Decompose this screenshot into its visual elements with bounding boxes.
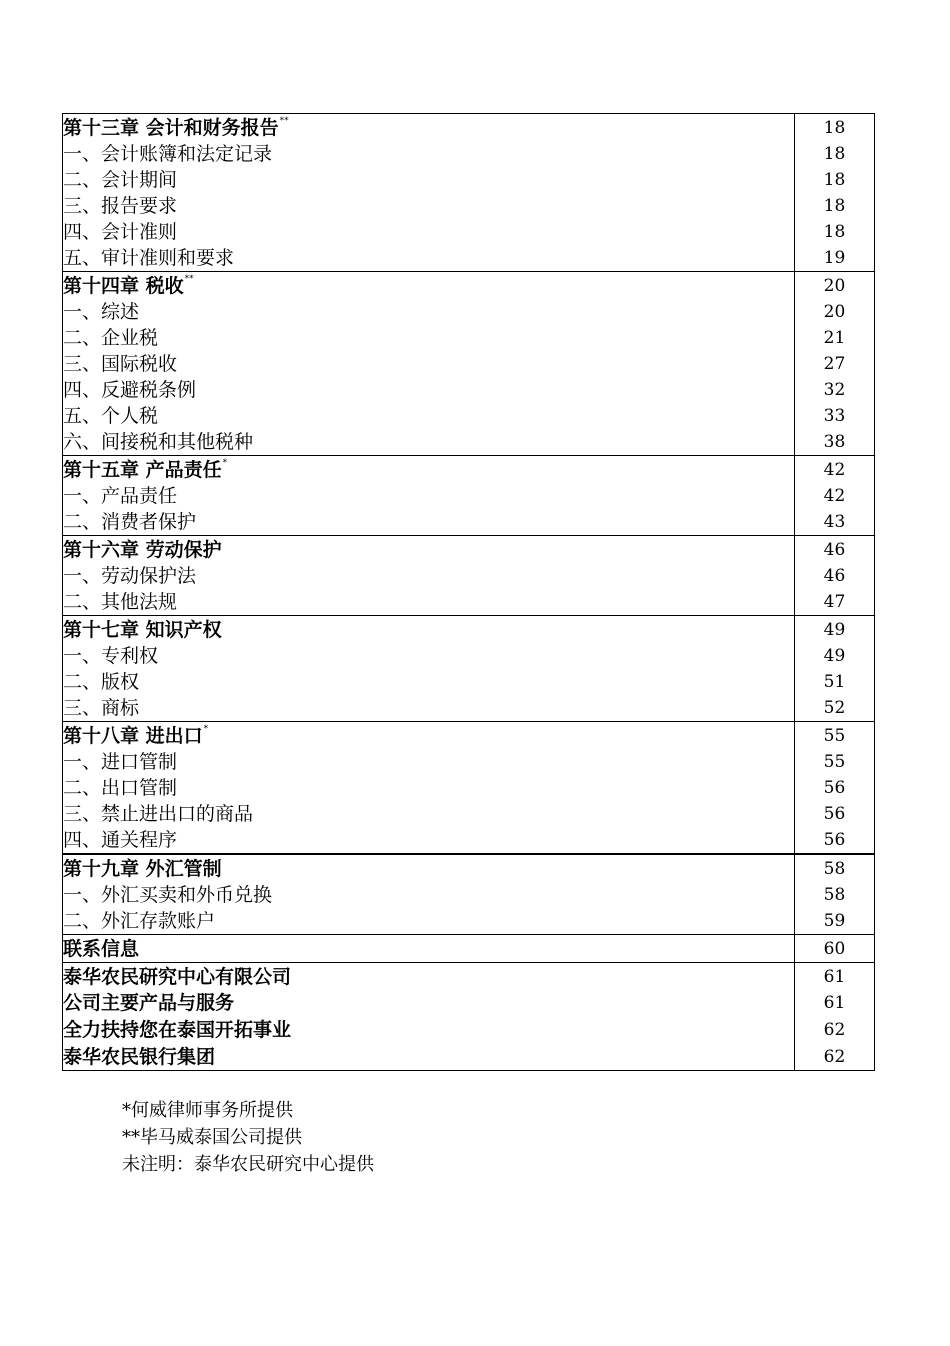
toc-group-ch17	[63, 616, 875, 722]
toc-chapter-row[interactable]	[63, 272, 875, 300]
section-title: 三、报告要求	[63, 193, 795, 219]
toc-group-ch18	[63, 722, 875, 855]
toc-group-ch15	[63, 456, 875, 536]
page-number: 61	[795, 990, 875, 1016]
toc-section-row[interactable]	[63, 589, 875, 616]
page-number: 58	[795, 882, 875, 908]
page-number: 18	[795, 219, 875, 245]
toc-group-company	[63, 963, 875, 1071]
toc-section-row[interactable]	[63, 990, 875, 1016]
toc-section-row[interactable]	[63, 141, 875, 167]
page-number: 20	[795, 299, 875, 325]
toc-group-ch19	[63, 854, 875, 935]
source-mark: **	[279, 115, 289, 126]
toc-section-row[interactable]	[63, 351, 875, 377]
page-number: 18	[795, 167, 875, 193]
toc-group-ch16	[63, 536, 875, 616]
page-number: 56	[795, 827, 875, 854]
page-number: 18	[795, 114, 875, 142]
toc-section-row[interactable]	[63, 695, 875, 722]
page-number: 20	[795, 272, 875, 300]
toc-section-row[interactable]	[63, 563, 875, 589]
toc-group-ch13	[63, 114, 875, 272]
section-title: 四、会计准则	[63, 219, 795, 245]
section-title: 三、商标	[63, 695, 795, 722]
chapter-title: 泰华农民银行集团	[63, 1045, 216, 1068]
page-number: 56	[795, 775, 875, 801]
toc-section-row[interactable]	[63, 325, 875, 351]
toc-group-ch14	[63, 272, 875, 456]
section-title: 一、外汇买卖和外币兑换	[63, 882, 795, 908]
section-title: 四、通关程序	[63, 827, 795, 854]
toc-chapter-row[interactable]	[63, 935, 875, 963]
page-number: 27	[795, 351, 875, 377]
chapter-title: 第十八章 进出口	[63, 724, 203, 747]
toc-section-row[interactable]	[63, 882, 875, 908]
toc-section-row[interactable]	[63, 483, 875, 509]
toc-section-row[interactable]	[63, 908, 875, 935]
source-mark: *	[203, 723, 209, 734]
toc-chapter-row[interactable]	[63, 963, 875, 991]
toc-section-row[interactable]	[63, 403, 875, 429]
page-number: 58	[795, 854, 875, 882]
source-notes	[122, 1097, 374, 1178]
toc-section-row[interactable]	[63, 509, 875, 536]
section-title: 二、会计期间	[63, 167, 795, 193]
source-mark: *	[222, 457, 228, 468]
section-title: 一、专利权	[63, 643, 795, 669]
toc-section-row[interactable]	[63, 167, 875, 193]
section-title: 三、禁止进出口的商品	[63, 801, 795, 827]
toc-section-row[interactable]	[63, 299, 875, 325]
page-number: 55	[795, 722, 875, 750]
toc-chapter-row[interactable]	[63, 854, 875, 882]
toc-section-row[interactable]	[63, 219, 875, 245]
page-number: 33	[795, 403, 875, 429]
page-number: 56	[795, 801, 875, 827]
page-number: 61	[795, 963, 875, 991]
chapter-title: 第十六章 劳动保护	[63, 538, 222, 561]
page-number: 19	[795, 245, 875, 272]
toc-section-row[interactable]	[63, 245, 875, 272]
toc-section-row[interactable]	[63, 429, 875, 456]
section-title: 二、企业税	[63, 325, 795, 351]
page-number: 18	[795, 193, 875, 219]
section-title: 二、出口管制	[63, 775, 795, 801]
toc-section-row[interactable]	[63, 193, 875, 219]
source-note: 未注明：泰华农民研究中心提供	[122, 1154, 374, 1175]
section-title: 四、反避税条例	[63, 377, 795, 403]
toc-chapter-row[interactable]	[63, 456, 875, 484]
page-number: 47	[795, 589, 875, 616]
section-title: 一、进口管制	[63, 749, 795, 775]
section-title: 一、会计账簿和法定记录	[63, 141, 795, 167]
chapter-title: 第十七章 知识产权	[63, 618, 222, 641]
toc-chapter-row[interactable]	[63, 616, 875, 644]
page-number: 52	[795, 695, 875, 722]
toc-section-row[interactable]	[63, 801, 875, 827]
chapter-title: 第十三章 会计和财务报告	[63, 116, 279, 139]
toc-chapter-row[interactable]	[63, 114, 875, 142]
section-title: 一、综述	[63, 299, 795, 325]
chapter-title: 联系信息	[63, 937, 140, 960]
page-number: 18	[795, 141, 875, 167]
section-title: 公司主要产品与服务	[63, 990, 795, 1016]
toc-group-contact	[63, 935, 875, 963]
chapter-title: 全力扶持您在泰国开拓事业	[63, 1018, 292, 1041]
section-title: 二、版权	[63, 669, 795, 695]
section-title: 二、消费者保护	[63, 509, 795, 536]
toc-section-row[interactable]	[63, 775, 875, 801]
page-number: 55	[795, 749, 875, 775]
source-note: **毕马威泰国公司提供	[122, 1127, 302, 1148]
page-number: 46	[795, 536, 875, 564]
chapter-title: 泰华农民研究中心有限公司	[63, 965, 292, 988]
page-number: 46	[795, 563, 875, 589]
page-number: 21	[795, 325, 875, 351]
table-of-contents	[62, 113, 875, 1071]
toc-chapter-row[interactable]	[63, 1016, 875, 1043]
page-number: 38	[795, 429, 875, 456]
chapter-title: 第十五章 产品责任	[63, 458, 222, 481]
toc-chapter-row[interactable]	[63, 536, 875, 564]
section-title: 二、其他法规	[63, 589, 795, 616]
toc-section-row[interactable]	[63, 377, 875, 403]
page-number: 42	[795, 456, 875, 484]
section-title: 五、审计准则和要求	[63, 245, 795, 272]
toc-section-row[interactable]	[63, 643, 875, 669]
section-title: 二、外汇存款账户	[63, 908, 795, 935]
page-number: 59	[795, 908, 875, 935]
page-number: 62	[795, 1043, 875, 1071]
page-number: 51	[795, 669, 875, 695]
toc-chapter-row[interactable]	[63, 1043, 875, 1071]
chapter-title: 第十四章 税收	[63, 274, 184, 297]
page-number: 60	[795, 935, 875, 963]
toc-chapter-row[interactable]	[63, 722, 875, 750]
source-note: *何威律师事务所提供	[122, 1100, 293, 1121]
page-number: 43	[795, 509, 875, 536]
section-title: 五、个人税	[63, 403, 795, 429]
section-title: 一、产品责任	[63, 483, 795, 509]
page-number: 42	[795, 483, 875, 509]
toc-section-row[interactable]	[63, 749, 875, 775]
toc-section-row[interactable]	[63, 827, 875, 854]
page-number: 62	[795, 1016, 875, 1043]
toc-section-row[interactable]	[63, 669, 875, 695]
chapter-title: 第十九章 外汇管制	[63, 857, 222, 880]
page-number: 49	[795, 616, 875, 644]
page-number: 49	[795, 643, 875, 669]
section-title: 六、间接税和其他税种	[63, 429, 795, 456]
section-title: 三、国际税收	[63, 351, 795, 377]
source-mark: **	[184, 273, 194, 284]
page-number: 32	[795, 377, 875, 403]
section-title: 一、劳动保护法	[63, 563, 795, 589]
